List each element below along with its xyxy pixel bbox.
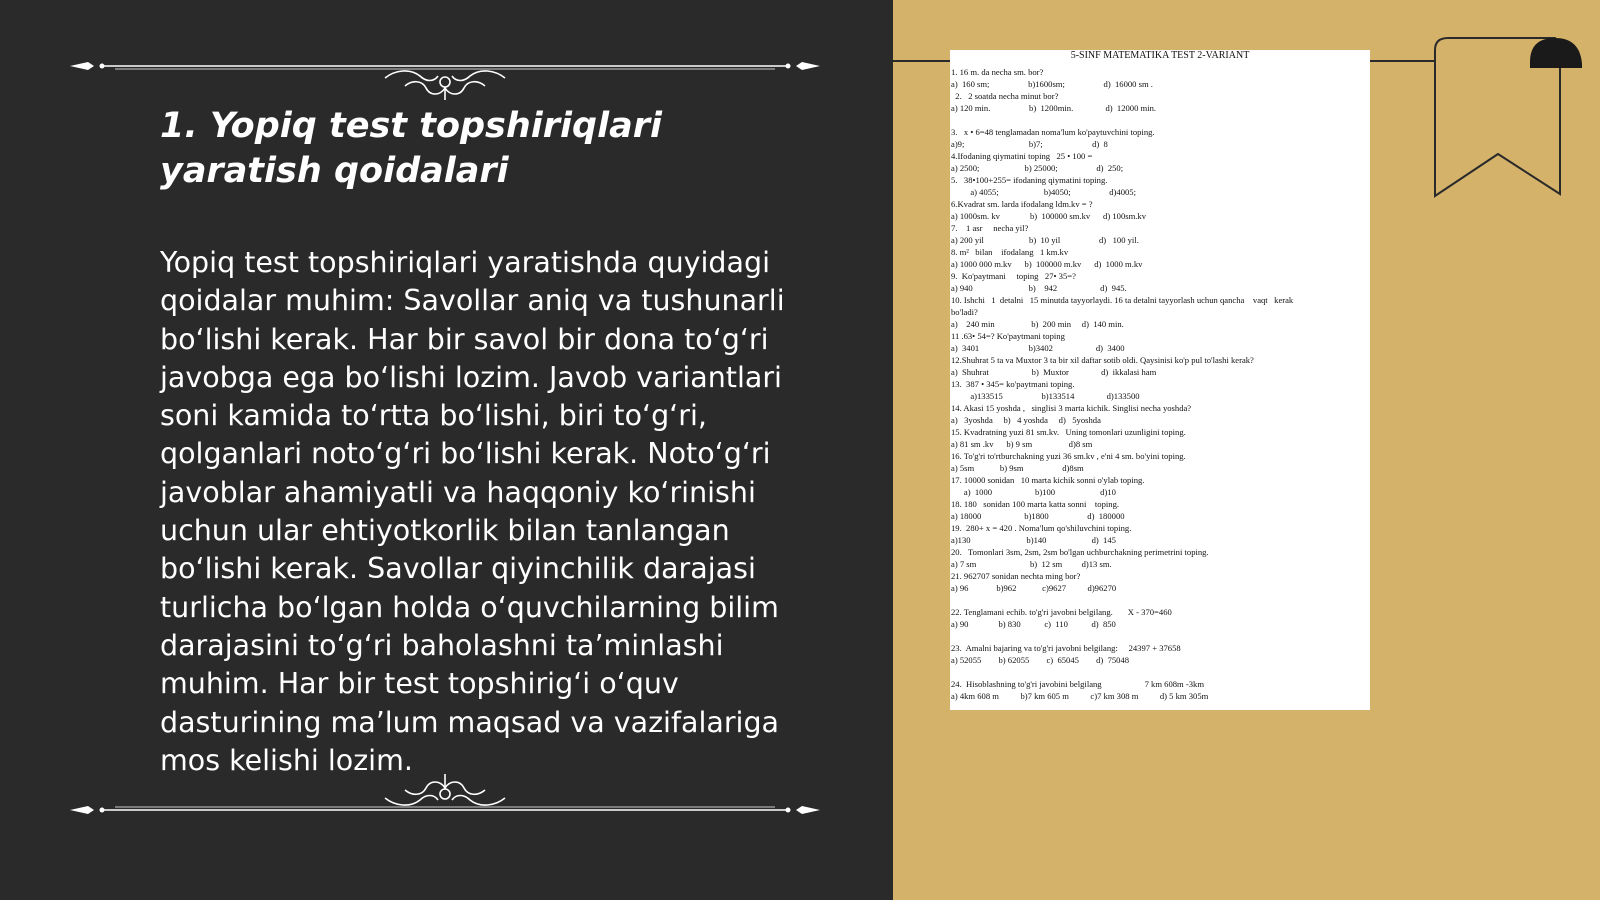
document-line: a) 4055; b)4050; d)4005; [951,187,1136,197]
document-line: a)133515 b)133514 d)133500 [951,391,1140,401]
document-line: a) 7 sm b) 12 sm d)13 sm. [951,559,1112,569]
document-title: 5-SINF MATEMATIKA TEST 2-VARIANT [1070,50,1250,61]
document-line [951,630,1370,642]
slide-body-text: Yopiq test topshiriqlari yaratishda quyidagi qoidalar muhim: Savollar aniq va tushunarli bo‘lishi kerak. Har bir savol bir dona to‘g‘ri javobga ega bo‘lishi lozim. Javob variantlari soni kamida to‘rtta bo‘lishi, biri to‘g‘ri, qolganlari noto‘g‘ri bo‘lishi kerak. Noto‘g‘ri javoblar ahamiyatli va haqqoniy ko‘rinishi uchun ular ehtiyotkorlik bilan tanlangan bo‘lishi kerak. Savollar qiyinchilik darajasi turlicha bo‘lgan holda o‘quvchilarning bilim darajasini to‘g‘ri baholashni ta’minlashi muhim. Har bir test topshirig‘i o‘quv dasturining ma’lum maqsad va vazifalariga mos kelishi lozim. [160,246,785,777]
document-line: a) 1000 000 m.kv b) 100000 m.kv d) 1000 m.kv [951,259,1143,269]
document-line [951,666,1370,678]
document-line: a)130 b)140 d) 145 [951,535,1116,545]
document-line: bo'ladi? [951,307,978,317]
document-line [951,114,1370,126]
document-line: 3. x • 6=48 tenglamadan noma'lum ko'paytuvchini toping. [951,127,1155,137]
top-ornament-divider [60,40,830,100]
document-line: 23. Amalni bajaring va to'g'ri javobni belgilang: 24397 + 37658 [951,643,1181,653]
document-line: a) 90 b) 830 c) 110 d) 850 [951,619,1116,629]
document-line: 4.Ifodaning qiymatini toping 25 • 100 = [951,151,1093,161]
document-line: 15. Kvadratning yuzi 81 sm.kv. Uning tomonlari uzunligini toping. [951,427,1186,437]
document-line: a) 240 min b) 200 min d) 140 min. [951,319,1124,329]
document-line: 16. To'g'ri to'rtburchakning yuzi 36 sm.kv , e'ni 4 sm. bo'yini toping. [951,451,1186,461]
document-line: a) 52055 b) 62055 c) 65045 d) 75048 [951,655,1130,665]
document-line: 10. Ishchi 1 detalni 15 minutda tayyorlaydi. 16 ta detalni tayyorlash uchun qancha vaqt kerak [951,295,1294,305]
document-line: 19. 280+ x = 420 . Noma'lum qo'shiluvchini toping. [951,523,1132,533]
document-line: 18. 180 sonidan 100 marta katta sonni toping. [951,499,1120,509]
document-line: 20. Tomonlari 3sm, 2sm, 2sm bo'lgan uchburchakning perimetrini toping. [951,547,1209,557]
test-document-image [950,50,1370,710]
document-line: 22. Tenglamani echib. to'g'ri javobni belgilang. X - 370=460 [951,607,1172,617]
document-line: a) 3yoshda b) 4 yoshda d) 5yoshda [951,415,1101,425]
document-line: a) 2500; b) 25000; d) 250; [951,163,1124,173]
document-line: a) 1000sm. kv b) 100000 sm.kv d) 100sm.kv [951,211,1147,221]
document-line: 7. 1 asr necha yil? [951,223,1029,233]
document-line: a) 96 b)962 c)9627 d)96270 [951,583,1117,593]
decorative-line-left [893,60,953,62]
document-line: a) 160 sm; b)1600sm; d) 16000 sm . [951,79,1153,89]
document-line: 14. Akasi 15 yoshda , singlisi 3 marta kichik. Singlisi necha yoshda? [951,403,1192,413]
document-line: 11 .63• 54=? Ko'paytmani toping [951,331,1065,341]
document-line: a) 4km 608 m b)7 km 605 m c)7 km 308 m d) 5 km 305m [951,691,1209,701]
slide-title: 1. Yopiq test topshiriqlari yaratish qoidalari [160,106,662,191]
document-line: a) 1000 b)100 d)10 [951,487,1116,497]
document-line: a) 200 yil b) 10 yil d) 100 yil. [951,235,1139,245]
document-line: 9. Ko'paytmani toping 27• 35=? [951,271,1076,281]
document-line: 2. 2 soatda necha minut bor? [951,91,1059,101]
document-line: 24. Hisoblashning to'g'ri javobini belgilang 7 km 608m -3km [951,679,1205,689]
document-lines [950,62,1370,702]
document-line: a) 81 sm .kv b) 9 sm d)8 sm [951,439,1093,449]
document-line: a) 940 b) 942 d) 945. [951,283,1127,293]
document-line: 17. 10000 sonidan 10 marta kichik sonni o'ylab toping. [951,475,1145,485]
document-line: 1. 16 m. da necha sm. bor? [951,67,1044,77]
document-line: a) Shuhrat b) Muxtor d) ikkalasi ham [951,367,1157,377]
document-line: a)9; b)7; d) 8 [951,139,1108,149]
document-line [951,594,1370,606]
document-line: 21. 962707 sonidan nechta ming bor? [951,571,1081,581]
document-line: 8. m² bilan ifodalang 1 km.kv [951,247,1069,257]
document-line: a) 5sm b) 9sm d)8sm [951,463,1084,473]
document-line: a) 18000 b)1800 d) 180000 [951,511,1125,521]
document-line: a) 120 min. b) 1200min. d) 12000 min. [951,103,1157,113]
document-line: 5. 38•100+255= ifodaning qiymatini toping. [951,175,1108,185]
bookmark-ribbon-icon [1430,36,1600,206]
document-line: 6.Kvadrat sm. larda ifodalang ldm.kv = ? [951,199,1093,209]
document-line: a) 3401 b)3402 d) 3400 [951,343,1125,353]
document-line: 12.Shuhrat 5 ta va Muxtor 3 ta bir xil daftar sotib oldi. Qaysinisi ko'p pul to'lashi kerak? [951,355,1254,365]
document-line: 13. 387 • 345= ko'paytmani toping. [951,379,1075,389]
